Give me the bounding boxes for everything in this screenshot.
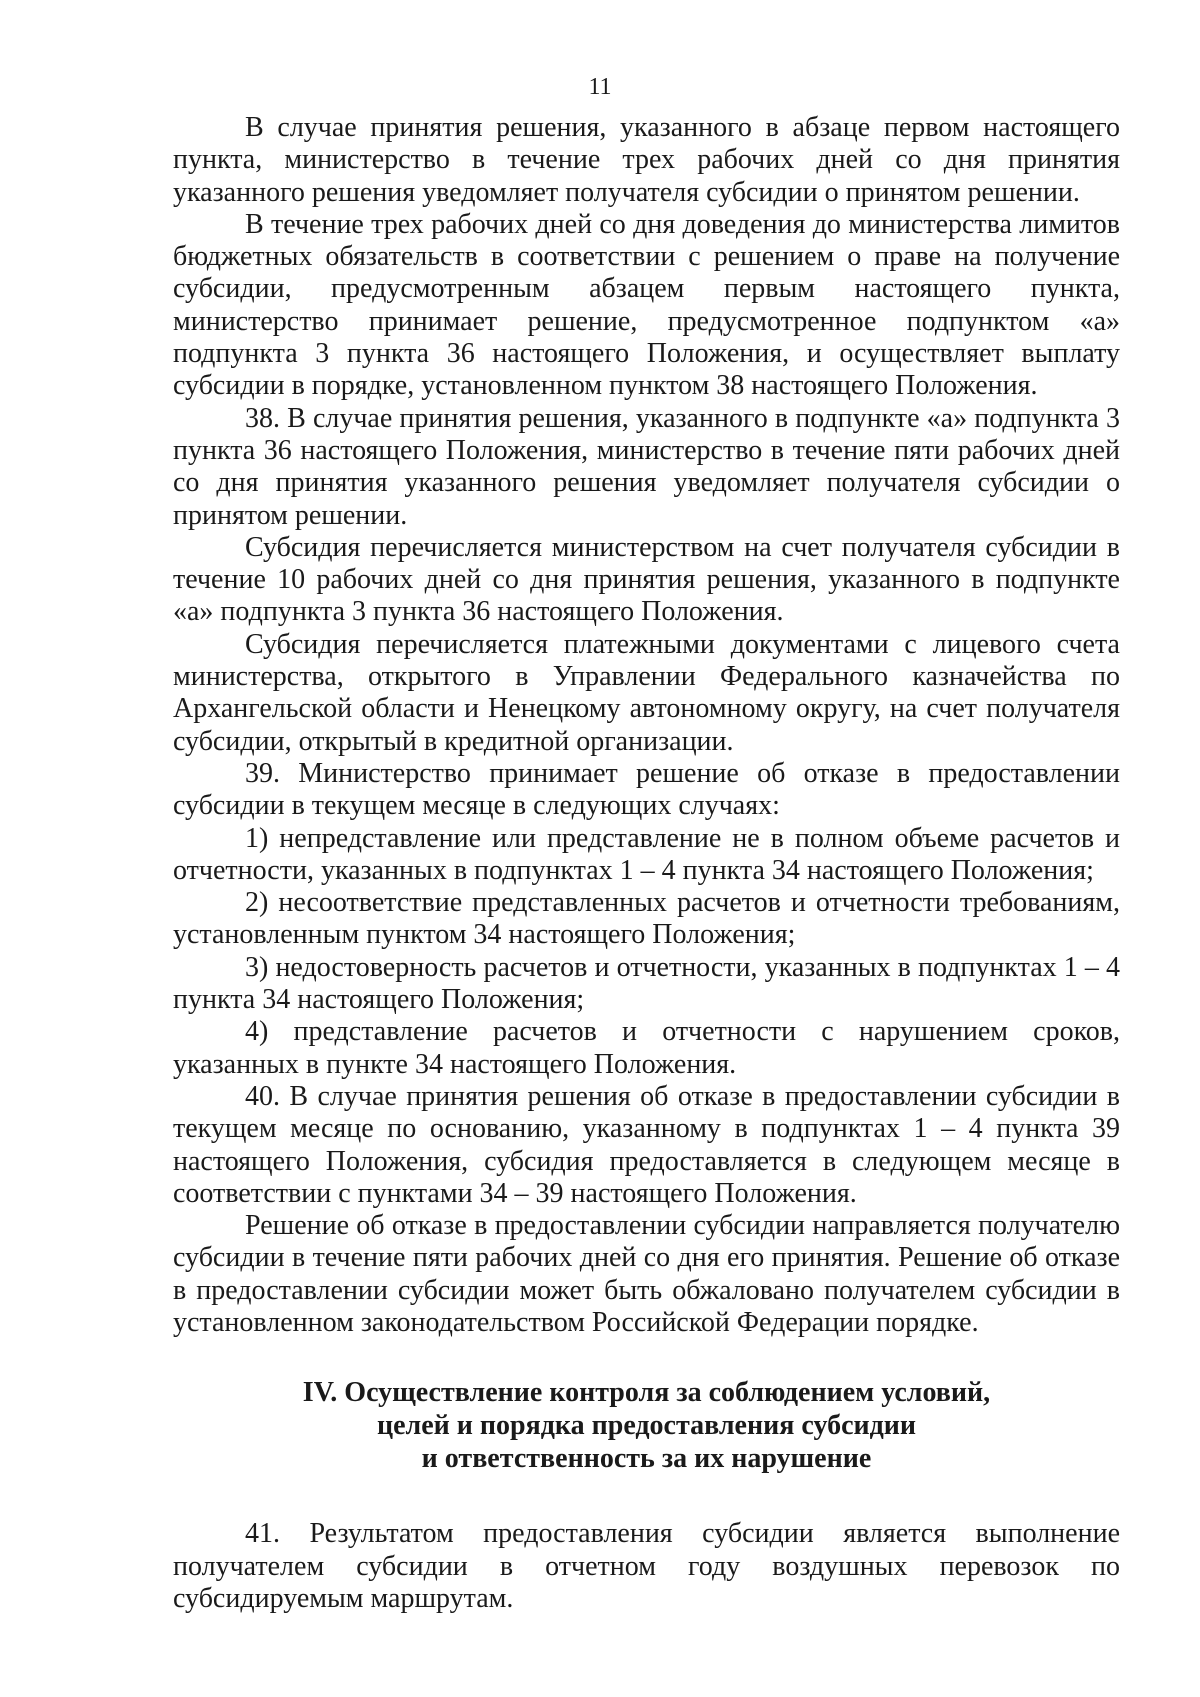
paragraph-item-38: 38. В случае принятия решения, указанного в подпункте «а» подпункта 3 пункта 36 настоящего Положения, министерство в течение пяти рабочих дней со дня принятия указанного решения уведомляет получателя субсидии о принятом решении.	[173, 402, 1120, 531]
list-item: 4) представление расчетов и отчетности с нарушением сроков, указанных в пункте 34 настоящего Положения.	[173, 1016, 1120, 1080]
list-item: 3) недостоверность расчетов и отчетности, указанных в подпунктах 1 – 4 пункта 34 настоящего Положения;	[173, 951, 1120, 1016]
paragraph: В течение трех рабочих дней со дня доведения до министерства лимитов бюджетных обязательств в соответствии с решением о праве на получение субсидии, предусмотренным абзацем первым настоящего пункта, министерство принимает решение, предусмотренное подпунктом «а» подпункта 3 пункта 36 настоящего Положения, и осуществляет выплату субсидии в порядке, установленном пунктом 38 настоящего Положения.	[173, 208, 1120, 402]
paragraph: В случае принятия решения, указанного в абзаце первом настоящего пункта, министерство в течение трех рабочих дней со дня принятия указанного решения уведомляет получателя субсидии о принятом решении.	[173, 112, 1120, 208]
list-item: 1) непредставление или представление не в полном объеме расчетов и отчетности, указанных в подпунктах 1 – 4 пункта 34 настоящего Положения;	[173, 822, 1120, 886]
section-heading-line: целей и порядка предоставления субсидии	[376, 1410, 917, 1442]
list-item: 2) несоответствие представленных расчетов и отчетности требованиям, установленным пунктом 34 настоящего Положения;	[173, 887, 1120, 951]
section-heading-line: и ответственность за их нарушение	[421, 1443, 872, 1475]
paragraph-item-39: 39. Министерство принимает решение об отказе в предоставлении субсидии в текущем месяце в следующих случаях:	[173, 757, 1120, 822]
paragraph-item-41: 41. Результатом предоставления субсидии является выполнение получателем субсидии в отчетном году воздушных перевозок по субсидируемым маршрутам.	[173, 1518, 1120, 1614]
section-heading-line: IV. Осуществление контроля за соблюдением условий,	[302, 1377, 991, 1409]
paragraph: Субсидия перечисляется министерством на счет получателя субсидии в течение 10 рабочих дней со дня принятия решения, указанного в подпункте «а» подпункта 3 пункта 36 настоящего Положения.	[173, 531, 1120, 628]
paragraph: Субсидия перечисляется платежными документами с лицевого счета министерства, открытого в Управлении Федерального казначейства по Архангельской области и Ненецкому автономному округу, на счет получателя субсидии, открытый в кредитной организации.	[173, 628, 1120, 757]
paragraph: Решение об отказе в предоставлении субсидии направляется получателю субсидии в течение пяти рабочих дней со дня его принятия. Решение об отказе в предоставлении субсидии может быть обжаловано получателем субсидии в установленном законодательством Российской Федерации порядке.	[173, 1210, 1120, 1338]
section-heading	[173, 1376, 1120, 1475]
paragraph-item-40: 40. В случае принятия решения об отказе в предоставлении субсидии в текущем месяце по основанию, указанному в подпунктах 1 – 4 пункта 39 настоящего Положения, субсидия предоставляется в следующем месяце в соответствии с пунктами 34 – 39 настоящего Положения.	[173, 1080, 1120, 1209]
page-number: 11	[588, 74, 612, 100]
document-body	[173, 112, 1120, 1615]
